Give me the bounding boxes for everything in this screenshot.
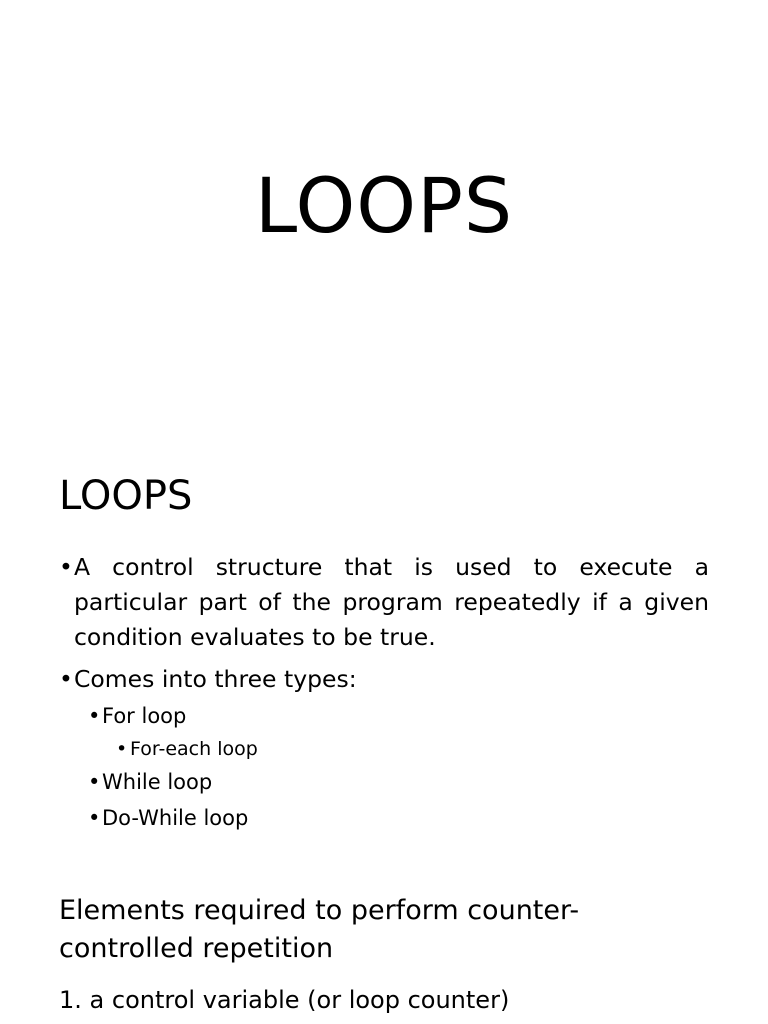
bullet-text: A control structure that is used to execute a particular part of the program repeatedly if a given condition evaluates to be true. bbox=[74, 553, 709, 651]
bullet-icon: • bbox=[88, 806, 101, 830]
bullet-icon: • bbox=[59, 665, 73, 693]
list-number: 1. bbox=[59, 986, 82, 1014]
sub-bullet-for-loop bbox=[88, 702, 186, 730]
sub-bullet-text: For loop bbox=[102, 704, 187, 728]
section-subheading: Elements required to perform counter-controlled repetition bbox=[59, 895, 580, 964]
sub-bullet-text: While loop bbox=[102, 770, 213, 794]
bullet-item-types bbox=[59, 662, 709, 697]
content-slide bbox=[0, 420, 768, 1024]
sub-bullet-text: Do-While loop bbox=[102, 806, 249, 830]
sub-bullet-while-loop bbox=[88, 768, 212, 796]
bullet-icon: • bbox=[88, 770, 101, 794]
title-slide bbox=[0, 0, 768, 420]
list-item-text: a control variable (or loop counter) bbox=[89, 986, 510, 1014]
sub-sub-bullet-text: For-each loop bbox=[130, 738, 258, 760]
sub-sub-bullet-for-each-loop bbox=[116, 736, 258, 762]
sub-bullet-do-while-loop bbox=[88, 804, 248, 832]
bullet-icon: • bbox=[88, 704, 101, 728]
bullet-icon: • bbox=[116, 738, 128, 760]
numbered-list-item bbox=[59, 984, 509, 1016]
bullet-icon: • bbox=[59, 553, 73, 581]
slide-title: LOOPS bbox=[254, 161, 514, 250]
slide-heading: LOOPS bbox=[59, 473, 193, 519]
bullet-text: Comes into three types: bbox=[74, 665, 357, 693]
bullet-item-definition bbox=[59, 550, 709, 655]
